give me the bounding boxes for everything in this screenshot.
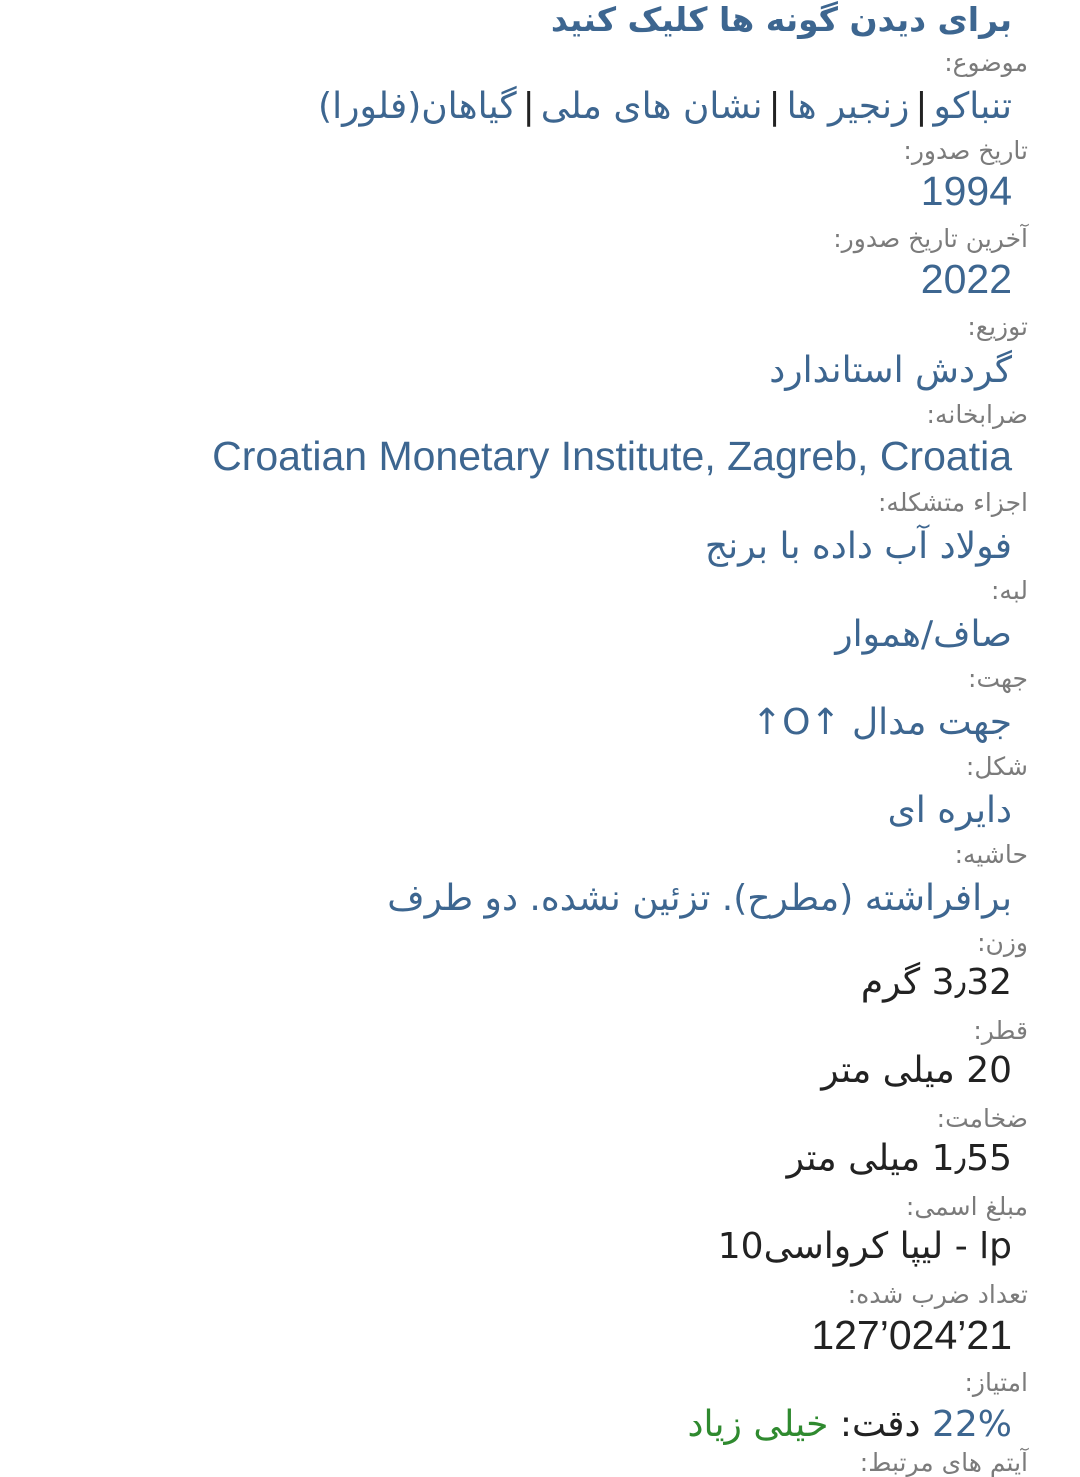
topic-separator: | (768, 86, 781, 127)
diameter-label: قطر: (973, 1016, 1028, 1045)
mintage-value: 21’024’127 (811, 1312, 1012, 1358)
edge-value[interactable]: صاف/هموار (835, 614, 1012, 655)
topic-separator: | (522, 86, 535, 127)
issue-date-value[interactable]: 1994 (920, 168, 1012, 214)
rim-value[interactable]: برافراشته (مطرح). تزئین نشده. دو طرف (387, 878, 1012, 919)
view-types-link[interactable]: برای دیدن گونه ها کلیک کنید (550, 0, 1012, 39)
face-value-label: مبلغ اسمی: (905, 1192, 1028, 1221)
composition-label: اجزاء متشکله: (878, 488, 1028, 517)
accuracy-label: دقت: (839, 1404, 921, 1445)
topic-flora-link[interactable]: گیاهان(فلورا) (318, 86, 517, 127)
score-percent[interactable]: 22% (931, 1404, 1012, 1445)
score-label: امتیاز: (964, 1368, 1028, 1397)
face-value-value: lp - لیپا کرواسی10 (717, 1226, 1012, 1267)
rim-label: حاشیه: (954, 840, 1028, 869)
orientation-value[interactable]: جهت مدال ↑O↑ (751, 702, 1012, 743)
topic-separator: | (915, 86, 928, 127)
score-row (687, 1404, 1012, 1445)
subject-label: موضوع: (944, 48, 1028, 77)
thickness-label: ضخامت: (936, 1104, 1028, 1133)
last-issue-date-label: آخرین تاریخ صدور: (833, 224, 1028, 253)
weight-label: وزن: (977, 928, 1028, 957)
issue-date-label: تاریخ صدور: (903, 136, 1028, 165)
weight-value: 3٫32 گرم (860, 962, 1012, 1003)
accuracy-value: خیلی زیاد (687, 1404, 829, 1445)
mintage-label: تعداد ضرب شده: (847, 1280, 1028, 1309)
last-issue-date-value[interactable]: 2022 (920, 256, 1012, 302)
mint-label: ضرابخانه: (926, 400, 1028, 429)
orientation-label: جهت: (968, 664, 1028, 693)
topic-national-emblems-link[interactable]: نشان های ملی (540, 86, 763, 127)
topic-tobacco-link[interactable]: تنباکو (933, 86, 1012, 127)
diameter-value: 20 میلی متر (821, 1050, 1012, 1091)
distribution-value[interactable]: گردش استاندارد (769, 350, 1012, 391)
edge-label: لبه: (991, 576, 1028, 605)
subject-topics (318, 86, 1012, 127)
distribution-label: توزیع: (967, 312, 1028, 341)
thickness-value: 1٫55 میلی متر (786, 1138, 1012, 1179)
related-items-label: آیتم های مرتبط: (859, 1448, 1028, 1477)
composition-value[interactable]: فولاد آب داده با برنج (704, 526, 1012, 567)
shape-label: شکل: (965, 752, 1028, 781)
mint-value[interactable]: Croatian Monetary Institute, Zagreb, Croatia (212, 433, 1012, 479)
shape-value[interactable]: دایره ای (887, 790, 1012, 831)
topic-chains-link[interactable]: زنجیر ها (786, 86, 910, 127)
